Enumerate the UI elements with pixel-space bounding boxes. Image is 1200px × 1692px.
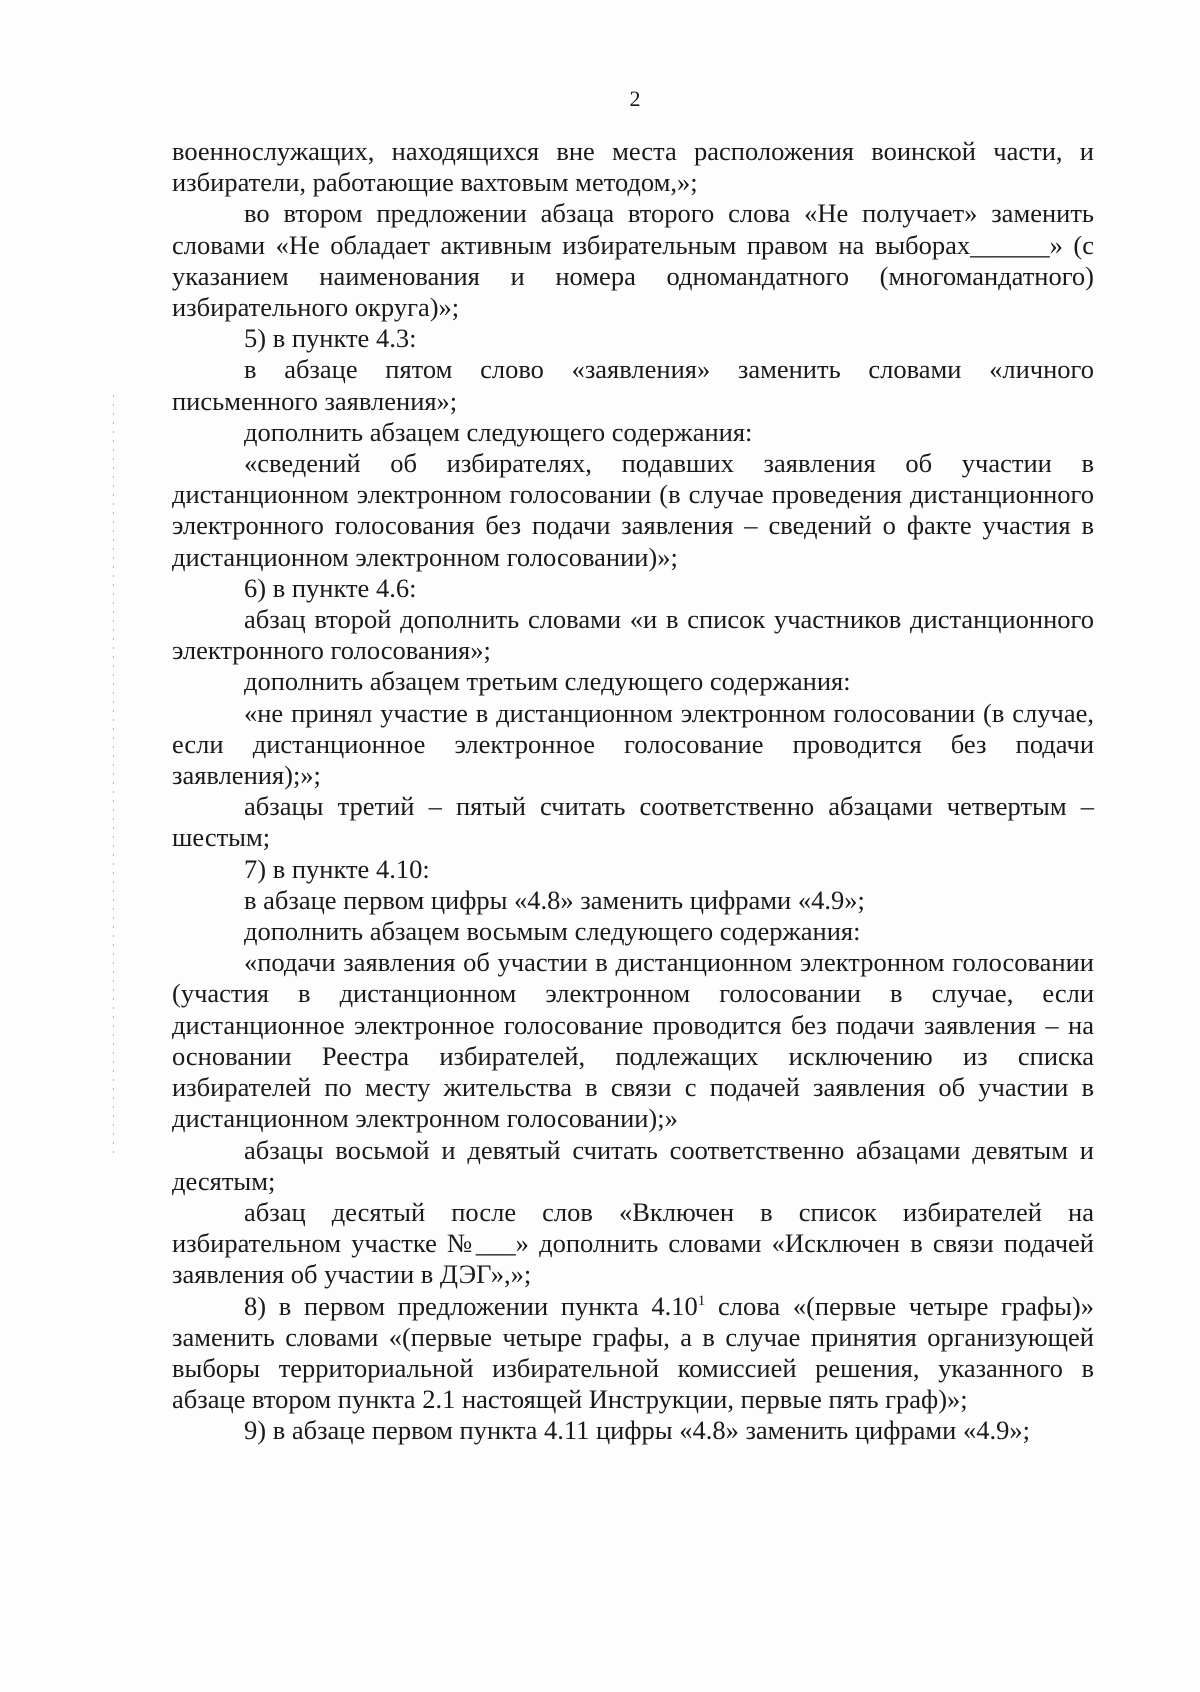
- item-8-text-after: слова «(первые четыре графы)» заменить словами «(первые четыре графы, а в случае принятия организующей выборы территориальной избирательной комиссией решения, указанного в абзаце втором пункта 2.1 настоящей Инструкции, первые пять граф)»;: [172, 1290, 1094, 1415]
- item-8-paragraph: [172, 1291, 1094, 1416]
- paragraph: во втором предложении абзаца второго слова «Не получает» заменить словами «Не обладает активным избирательным правом на выборах______» (с указанием наименования и номера одномандатного (многомандатного) избирательного округа)»;: [172, 198, 1094, 323]
- item-heading-6: 6) в пункте 4.6:: [244, 572, 417, 603]
- paragraph: в абзаце первом цифры «4.8» заменить цифрами «4.9»;: [244, 884, 865, 915]
- paragraph: дополнить абзацем третьим следующего содержания:: [244, 666, 851, 697]
- paragraph-continuation: военнослужащих, находящихся вне места расположения воинской части, и избиратели, работающие вахтовым методом,»;: [172, 136, 1094, 198]
- item-heading-5: 5) в пункте 4.3:: [244, 323, 417, 354]
- quoted-paragraph: «сведений об избирателях, подавших заявления об участии в дистанционном электронном голосовании (в случае проведения дистанционного электронного голосования без подачи заявления – сведений о факте участия в дистанционном электронном голосовании)»;: [172, 448, 1094, 572]
- paragraph: абзац десятый после слов «Включен в список избирателей на избирательном участке №___» дополнить словами «Исключен в связи подачей заявления об участии в ДЭГ»,»;: [172, 1196, 1094, 1290]
- page-number: 2: [629, 86, 641, 111]
- paragraph: дополнить абзацем восьмым следующего содержания:: [244, 916, 861, 947]
- item-9-paragraph: 9) в абзаце первом пункта 4.11 цифры «4.8» заменить цифрами «4.9»;: [244, 1415, 1030, 1446]
- document-body: [172, 136, 1094, 1447]
- quoted-paragraph: «подачи заявления об участии в дистанционном электронном голосовании (участия в дистанционном электронном голосовании в случае, если дистанционное электронное голосование проводится без подачи заявления – на основании Реестра избирателей, подлежащих исключению из списка избирателей по месту жительства в связи с подачей заявления об участии в дистанционном электронном голосовании);»: [172, 947, 1094, 1134]
- paragraph: абзацы третий – пятый считать соответственно абзацами четвертым – шестым;: [172, 791, 1094, 853]
- paragraph: абзацы восьмой и девятый считать соответственно абзацами девятым и десятым;: [172, 1134, 1094, 1196]
- quoted-paragraph: «не принял участие в дистанционном электронном голосовании (в случае, если дистанционное электронное голосование проводится без подачи заявления);»;: [172, 697, 1094, 791]
- item-heading-7: 7) в пункте 4.10:: [244, 853, 430, 884]
- item-8-superscript: 1: [697, 1292, 706, 1309]
- paragraph: в абзаце пятом слово «заявления» заменить словами «личного письменного заявления»;: [172, 354, 1094, 416]
- scan-margin-artifact: [113, 395, 114, 1155]
- item-8-text-before: 8) в первом предложении пункта 4.10: [244, 1290, 698, 1321]
- paragraph: абзац второй дополнить словами «и в список участников дистанционного электронного голосования»;: [172, 604, 1094, 666]
- paragraph: дополнить абзацем следующего содержания:: [244, 416, 753, 447]
